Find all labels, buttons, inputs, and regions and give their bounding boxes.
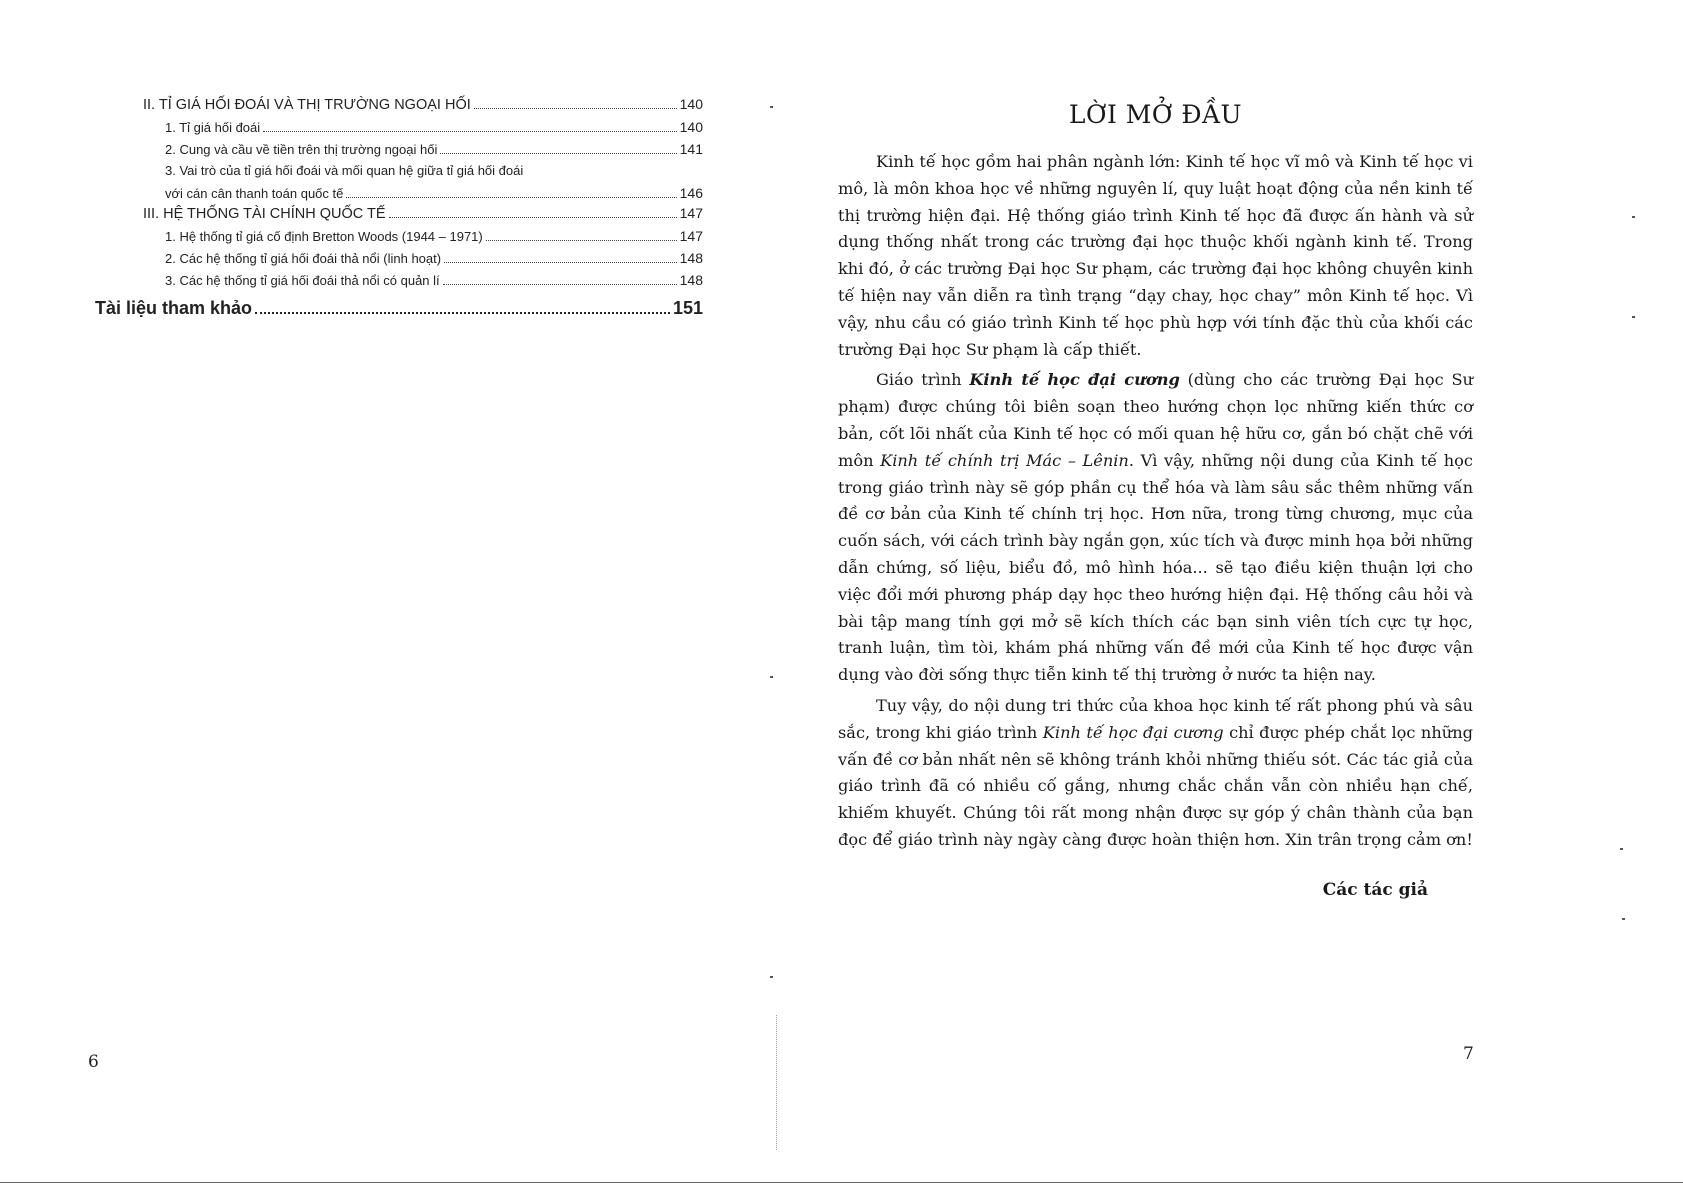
toc-references-entry — [95, 298, 703, 328]
toc-entry-page: 147 — [679, 228, 703, 244]
toc-leader-dots — [346, 197, 676, 198]
preface-paragraph-3: Tuy vậy, do nội dung tri thức của khoa học kinh tế rất phong phú và sâu sắc, trong khi giáo trình Kinh tế học đại cương chỉ được phép chắt lọc những vấn đề cơ bản nhất nên sẽ không tránh khỏi những thiếu sót. Các tác giả của giáo trình đã có nhiều cố gắng, nhưng chắc chắn vẫn còn nhiều hạn chế, khiếm khuyết. Chúng tôi rất mong nhận được sự góp ý chân thành của bạn đọc để giáo trình này ngày càng được hoàn thiện hơn. Xin trân trọng cảm ơn! — [838, 695, 1473, 849]
scan-speck — [1632, 316, 1635, 318]
toc-entry-page: 148 — [679, 272, 703, 288]
toc-leader-dots — [444, 262, 677, 263]
book-title-emphasis: Kinh tế học đại cương — [969, 370, 1180, 390]
scan-speck — [770, 676, 773, 678]
preface-paragraph-1: Kinh tế học gồm hai phân ngành lớn: Kinh tế học vĩ mô và Kinh tế học vi mô, là môn khoa học về những nguyên lí, quy luật hoạt động của nền kinh tế thị trường hiện đại. Hệ thống giáo trình Kinh tế học đã được ấn hành và sử dụng thống nhất trong các trường đại học thuộc khối ngành kinh tế. Trong khi đó, ở các trường Đại học Sư phạm, các trường đại học không chuyên kinh tế hiện nay vẫn diễn ra tình trạng “dạy chay, học chay” môn Kinh tế học. Vì vậy, nhu cầu có giáo trình Kinh tế học phù hợp với tính đặc thù của khối các trường Đại học Sư phạm là cấp thiết. — [838, 152, 1473, 359]
toc-entry-label: Tài liệu tham khảo — [95, 298, 253, 318]
toc-leader-dots — [389, 217, 677, 218]
toc-entry-label: với cán cân thanh toán quốc tế — [165, 186, 344, 201]
book-title-emphasis: Kinh tế học đại cương — [1042, 722, 1224, 742]
toc-entry — [95, 96, 703, 119]
toc-entry — [95, 163, 703, 185]
toc-entry-page: 151 — [672, 298, 703, 318]
scan-speck — [770, 106, 773, 108]
preface-title: LỜI MỞ ĐẦU — [1068, 100, 1243, 129]
scan-speck — [1622, 918, 1625, 920]
preface — [838, 100, 1473, 900]
preface-signature: Các tác giả — [1322, 879, 1428, 900]
toc-entry — [95, 228, 703, 250]
toc-entry-label: 1. Hệ thống tỉ giá cố định Bretton Woods (1944 – 1971) — [165, 229, 483, 244]
toc-leader-dots — [474, 108, 677, 109]
toc-leader-dots — [263, 131, 676, 132]
scan-speck — [1620, 848, 1623, 850]
table-of-contents — [95, 96, 703, 328]
toc-entry-page: 147 — [679, 205, 703, 221]
toc-leader-dots — [443, 284, 677, 285]
toc-entry-label: III. HỆ THỐNG TÀI CHÍNH QUỐC TẾ — [143, 206, 386, 222]
toc-entry-page: 148 — [679, 250, 703, 266]
toc-entry-label: 3. Vai trò của tỉ giá hối đoái và mối quan hệ giữa tỉ giá hối đoái — [165, 163, 524, 178]
right-page-number: 7 — [1463, 1044, 1474, 1064]
toc-entry — [95, 185, 703, 205]
toc-entry — [95, 141, 703, 163]
toc-entry-label: 2. Các hệ thống tỉ giá hối đoái thả nổi (linh hoạt) — [165, 251, 442, 266]
subject-emphasis: Kinh tế chính trị Mác – Lênin — [880, 450, 1129, 470]
toc-leader-dots — [440, 153, 676, 154]
toc-leader-dots — [255, 312, 670, 314]
toc-entry — [95, 250, 703, 272]
toc-entry-page: 146 — [679, 185, 703, 201]
scan-speck — [1632, 216, 1635, 218]
toc-entry-label: 3. Các hệ thống tỉ giá hối đoái thả nổi có quản lí — [165, 273, 440, 288]
preface-paragraph-2: Giáo trình Kinh tế học đại cương (dùng cho các trường Đại học Sư phạm) được chúng tôi biên soạn theo hướng chọn lọc những kiến thức cơ bản, cốt lõi nhất của Kinh tế học có mối quan hệ hữu cơ, gắn bó chặt chẽ với môn Kinh tế chính trị Mác – Lênin. Vì vậy, những nội dung của Kinh tế học trong giáo trình này sẽ góp phần cụ thể hóa và làm sâu sắc thêm những vấn đề cơ bản của Kinh tế chính trị học. Hơn nữa, trong từng chương, mục của cuốn sách, với cách trình bày ngắn gọn, xúc tích và được minh họa bởi những dẫn chứng, số liệu, biểu đồ, mô hình hóa... sẽ tạo điều kiện thuận lợi cho việc đổi mới phương pháp dạy học theo hướng hiện đại. Hệ thống câu hỏi và bài tập mang tính gợi mở sẽ kích thích các bạn sinh viên tích cực tự học, tranh luận, tìm tòi, khám phá những vấn đề mới của Kinh tế học được vận dụng vào đời sống thực tiễn kinh tế thị trường ở nước ta hiện nay. — [838, 370, 1473, 685]
toc-leader-dots — [486, 240, 677, 241]
toc-entry-label: 1. Tỉ giá hối đoái — [165, 120, 261, 135]
toc-entry-label: 2. Cung và cầu về tiền trên thị trường ngoại hối — [165, 142, 438, 157]
toc-entry — [95, 272, 703, 294]
left-page-number: 6 — [88, 1052, 99, 1072]
page-bottom-edge — [0, 1182, 1683, 1183]
toc-entry — [95, 119, 703, 141]
toc-entry-page: 141 — [679, 141, 703, 157]
scan-speck — [770, 976, 773, 978]
binding-gutter — [776, 1015, 781, 1150]
toc-entry-page: 140 — [679, 119, 703, 135]
toc-entry-label: II. TỈ GIÁ HỐI ĐOÁI VÀ THỊ TRƯỜNG NGOẠI HỐI — [143, 97, 471, 113]
toc-entry — [95, 205, 703, 228]
toc-entry-page: 140 — [679, 96, 703, 112]
